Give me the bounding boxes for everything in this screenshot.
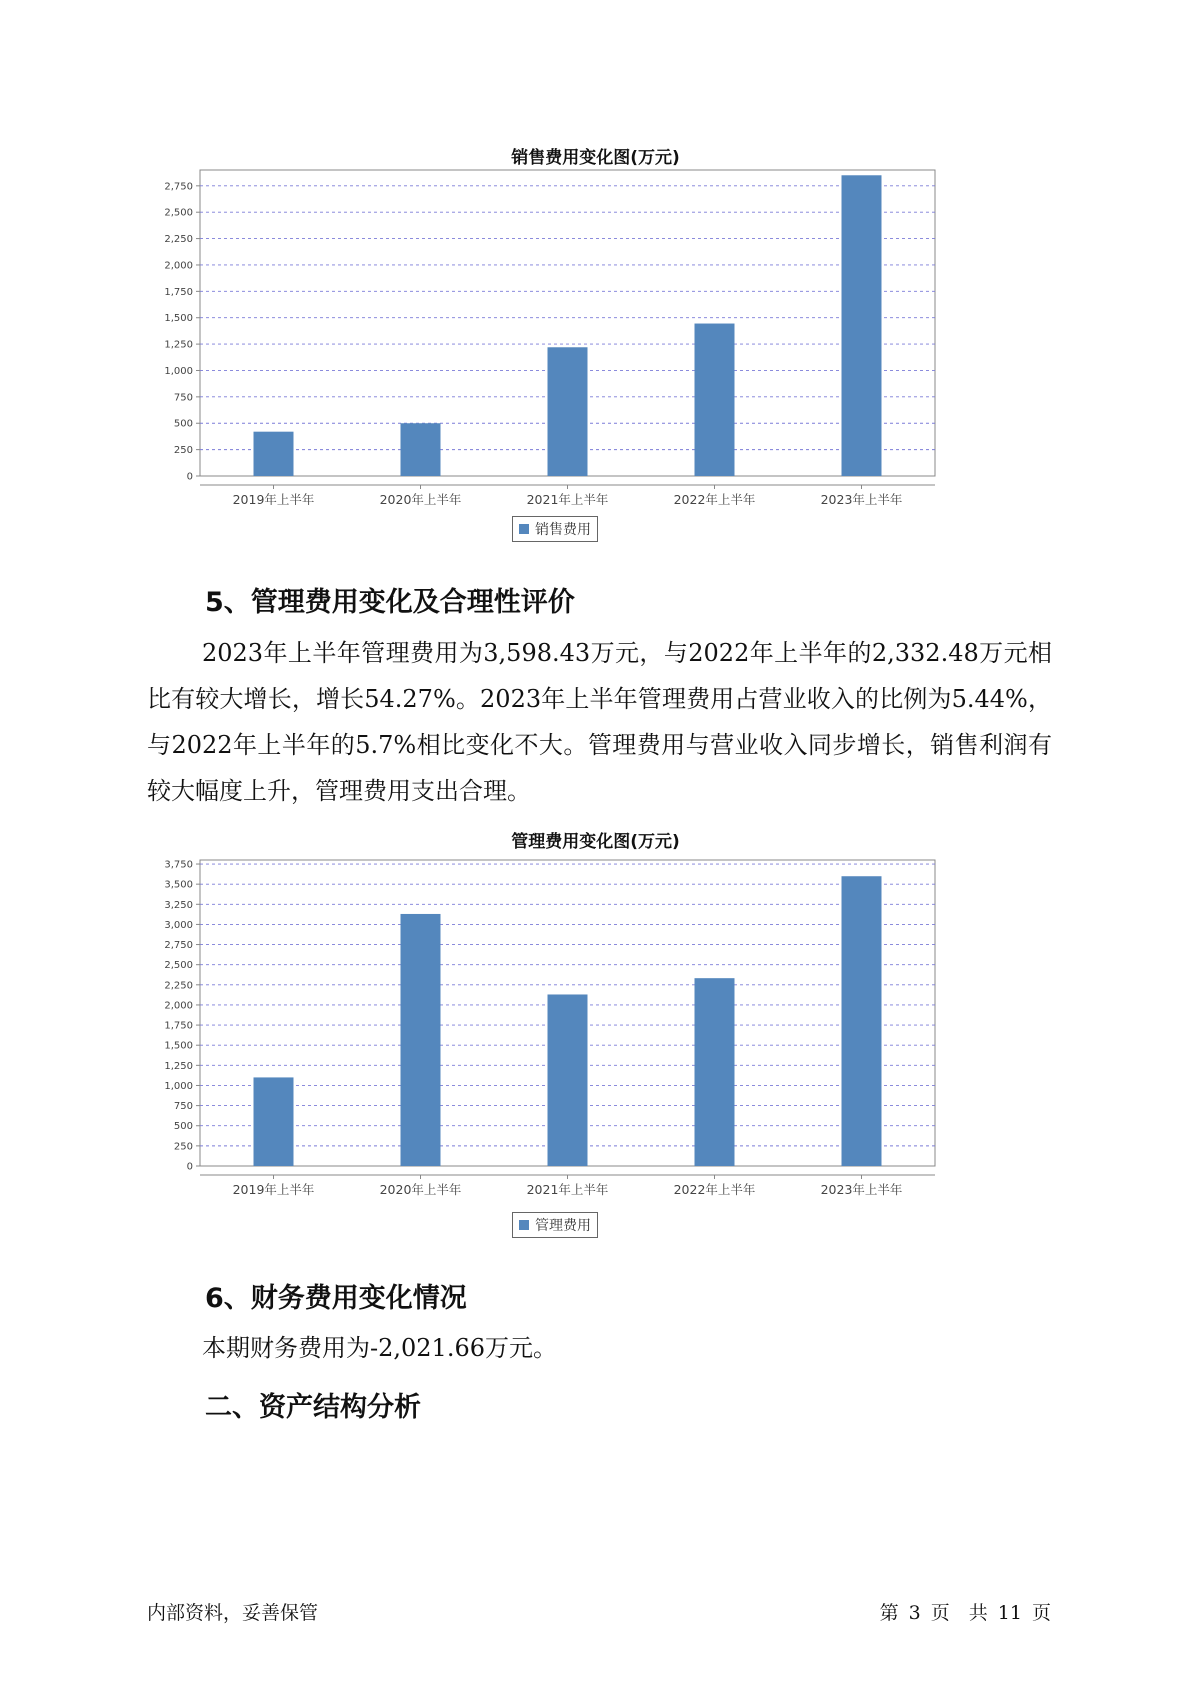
y-tick-label: 3,750	[164, 859, 193, 871]
x-tick-label: 2023年上半年	[820, 492, 903, 505]
section-5-paragraph: 2023年上半年管理费用为3,598.43万元，与2022年上半年的2,332.48万元相比有较大增长，增长54.27%。2023年上半年管理费用占营业收入的比例为5.44%，与2022年上半年的5.7%相比变化不大。管理费用与营业收入同步增长，销售利润有较大幅度上升，管理费用支出合理。	[147, 639, 1052, 805]
footer-page-number: 第 3 页 共 11 页	[879, 1602, 1051, 1624]
admin-chart-title: 管理费用变化图(万元)	[511, 832, 680, 852]
y-tick-label: 500	[173, 418, 193, 430]
x-tick-label: 2019年上半年	[232, 492, 315, 505]
x-tick-label: 2021年上半年	[526, 1182, 609, 1197]
bar	[695, 324, 735, 476]
sales-chart-legend	[512, 516, 598, 542]
y-tick-label: 3,000	[164, 919, 193, 931]
legend-label: 管理费用	[535, 1218, 591, 1234]
y-tick-label: 2,500	[164, 207, 193, 219]
bar	[548, 994, 588, 1166]
x-tick-label: 2019年上半年	[232, 1182, 315, 1197]
admin-expense-chart-svg	[140, 855, 1040, 1210]
y-tick-label: 1,750	[164, 1020, 193, 1032]
sales-chart-title: 销售费用变化图(万元)	[511, 148, 680, 168]
legend-swatch	[519, 1220, 529, 1230]
y-tick-label: 3,250	[164, 899, 193, 911]
y-tick-label: 2,750	[164, 181, 193, 193]
y-tick-label: 1,500	[164, 1040, 193, 1052]
y-tick-label: 750	[173, 1101, 193, 1113]
y-tick-label: 2,000	[164, 260, 193, 272]
x-tick-label: 2021年上半年	[526, 492, 609, 505]
section-5-heading: 5、管理费用变化及合理性评价	[205, 587, 575, 618]
y-tick-label: 2,250	[164, 980, 193, 992]
x-tick-label: 2020年上半年	[379, 492, 462, 505]
y-tick-label: 1,250	[164, 1060, 193, 1072]
x-tick-label: 2023年上半年	[820, 1182, 903, 1197]
y-tick-label: 1,750	[164, 286, 193, 298]
y-tick-label: 2,500	[164, 960, 193, 972]
bar	[254, 1077, 294, 1166]
y-tick-label: 1,000	[164, 365, 193, 377]
y-tick-label: 0	[186, 1161, 193, 1173]
y-tick-label: 0	[186, 471, 193, 483]
bar	[401, 914, 441, 1166]
asset-structure-heading: 二、资产结构分析	[205, 1392, 421, 1423]
bar	[842, 175, 882, 476]
y-tick-label: 1,000	[164, 1080, 193, 1092]
bar	[695, 978, 735, 1166]
admin-chart-legend	[512, 1212, 598, 1238]
x-tick-label: 2022年上半年	[673, 1182, 756, 1197]
sales-expense-chart-svg	[140, 165, 1040, 505]
admin-expense-chart	[140, 855, 1040, 1210]
legend-label: 销售费用	[535, 522, 591, 538]
bar	[401, 423, 441, 476]
x-tick-label: 2020年上半年	[379, 1182, 462, 1197]
y-tick-label: 2,000	[164, 1000, 193, 1012]
bar	[842, 876, 882, 1166]
legend-swatch	[519, 524, 529, 534]
y-tick-label: 250	[173, 445, 193, 457]
section-6-heading: 6、财务费用变化情况	[205, 1283, 467, 1314]
y-tick-label: 750	[173, 392, 193, 404]
y-tick-label: 2,250	[164, 234, 193, 246]
y-tick-label: 2,750	[164, 940, 193, 952]
y-tick-label: 3,500	[164, 879, 193, 891]
bar	[254, 432, 294, 476]
y-tick-label: 1,500	[164, 313, 193, 325]
bar	[548, 347, 588, 476]
footer-confidential: 内部资料，妥善保管	[147, 1602, 319, 1624]
y-tick-label: 1,250	[164, 339, 193, 351]
y-tick-label: 500	[173, 1121, 193, 1133]
section-6-paragraph: 本期财务费用为-2,021.66万元。	[202, 1334, 557, 1362]
sales-expense-chart	[140, 165, 1040, 505]
y-tick-label: 250	[173, 1141, 193, 1153]
x-tick-label: 2022年上半年	[673, 492, 756, 505]
